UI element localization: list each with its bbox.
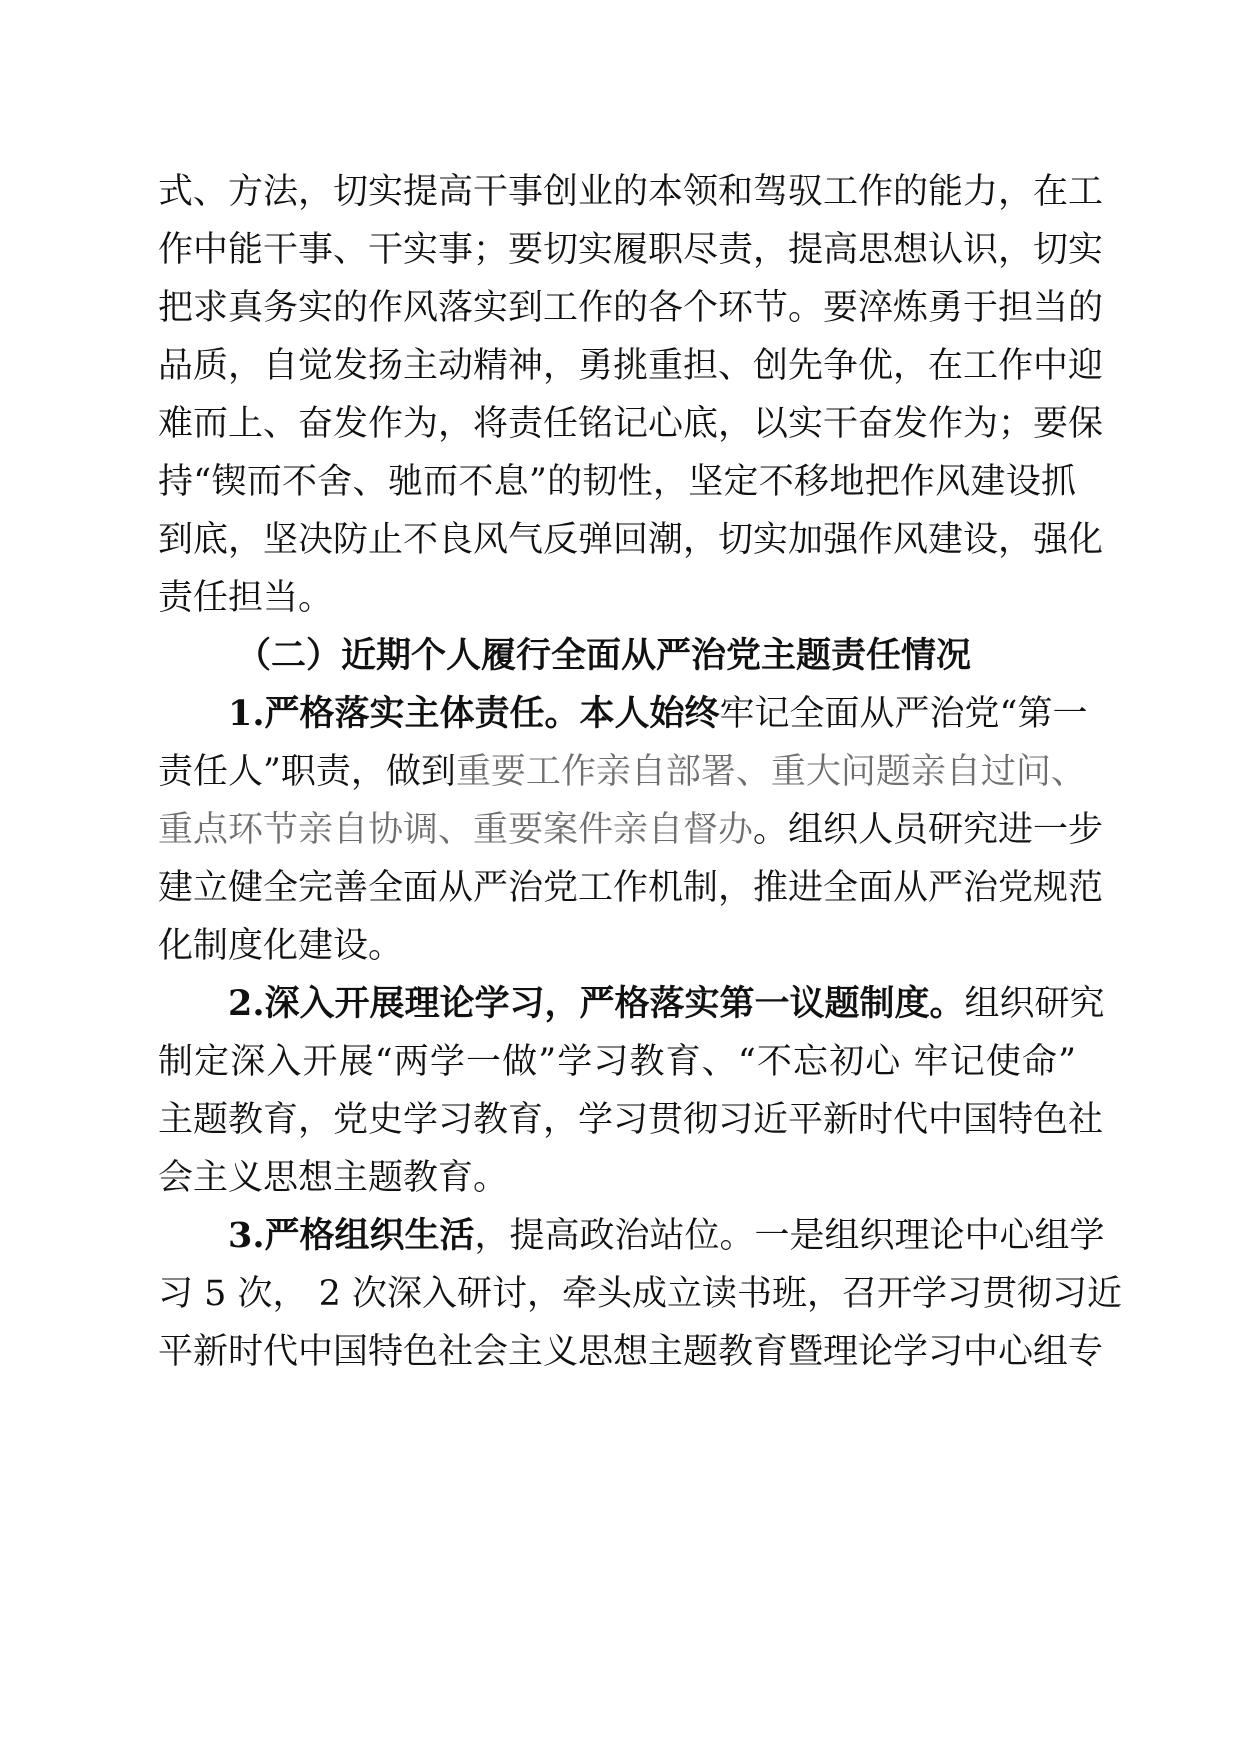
item1-line-1	[228, 688, 1088, 740]
item3-line-1	[228, 1210, 1105, 1262]
item1-line-4: 建立健全完善全面从严治党工作机制，推进全面从严治党规范	[158, 868, 1104, 908]
item1-text: 牢记全面从严治党“第一	[719, 694, 1088, 734]
item1-line-2	[158, 746, 1086, 798]
item2-line-3: 主题教育，党史学习教育，学习贯彻习近平新时代中国特色社	[158, 1100, 1104, 1140]
paragraph-line: 难而上、奋发作为，将责任铭记心底，以实干奋发作为；要保	[158, 404, 1104, 444]
section-heading: （二）近期个人履行全面从严治党主题责任情况	[236, 635, 972, 676]
item2-line-1	[228, 978, 1105, 1030]
paragraph-line: 式、方法，切实提高干事创业的本领和驾驭工作的能力，在工	[158, 172, 1104, 212]
item3-line-3: 平新时代中国特色社会主义思想主题教育暨理论学习中心组专	[158, 1332, 1104, 1372]
paragraph-line: 持“锲而不舍、驰而不息”的韧性，坚定不移地把作风建设抓	[158, 462, 1076, 502]
item3-line-2: 习 5 次， 2 次深入研讨，牵头成立读书班，召开学习贯彻习近	[158, 1274, 1123, 1314]
item1-text: 。组织人员研究进一步	[753, 810, 1104, 850]
item2-line-2: 制定深入开展“两学一做”学习教育、“不忘初心 牢记使命”	[158, 1042, 1076, 1082]
item1-gray-text: 重要工作亲自部署、重大问题亲自过问、	[455, 752, 1086, 792]
item1-line-3	[158, 804, 1104, 856]
paragraph-line: 责任担当。	[158, 578, 334, 618]
item1-title: 1.严格落实主体责任。本人始终	[228, 693, 720, 734]
item3-text: ，提高政治站位。一是组织理论中心组学	[474, 1216, 1105, 1256]
paragraph-line: 把求真务实的作风落实到工作的各个环节。要淬炼勇于担当的	[158, 288, 1104, 328]
item2-text: 组织研究	[964, 984, 1105, 1024]
item1-text: 责任人”职责，做到	[158, 752, 456, 792]
item1-line-5: 化制度化建设。	[158, 926, 404, 966]
paragraph-line: 作中能干事、干实事；要切实履职尽责，提高思想认识，切实	[158, 230, 1104, 270]
paragraph-line: 品质，自觉发扬主动精神，勇挑重担、创先争优，在工作中迎	[158, 346, 1104, 386]
paragraph-line: 到底，坚决防止不良风气反弹回潮，切实加强作风建设，强化	[158, 520, 1104, 560]
item2-title: 2.深入开展理论学习，严格落实第一议题制度。	[228, 983, 965, 1024]
item2-line-4: 会主义思想主题教育。	[158, 1158, 509, 1198]
item3-title: 3.严格组织生活	[228, 1215, 475, 1256]
item1-gray-text: 重点环节亲自协调、重要案件亲自督办	[158, 810, 754, 850]
